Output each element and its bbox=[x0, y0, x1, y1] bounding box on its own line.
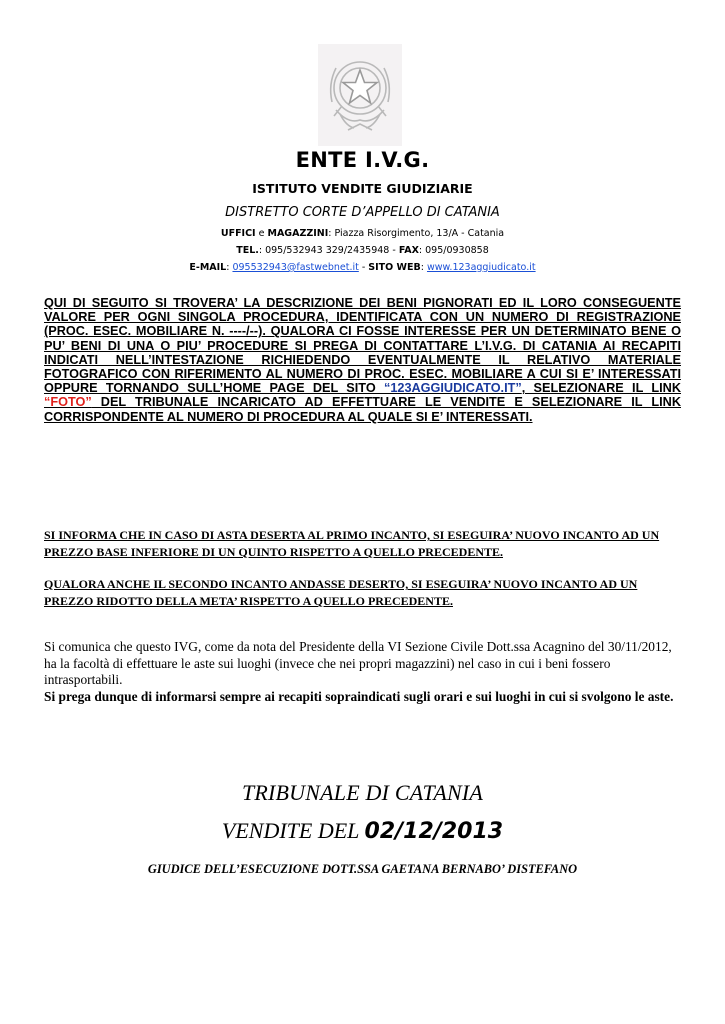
italian-republic-emblem-icon bbox=[318, 44, 402, 146]
notice-foto: “FOTO” bbox=[44, 395, 92, 410]
notice-part1: QUI DI SEGUITO SI TROVERA’ LA DESCRIZIONE DEI BENI PIGNORATI ED IL LORO CONSEGUENTE VALORE PER OGNI SINGOLA PROCEDURA, IDENTIFICATA CON UN NUMERO DI REGISTRAZIONE (PROC. ESEC. MOBILIARE N. ----/--). QUALORA CI FOSSE INTERESSE PER UN DETERMINATO BENE O PU’ BENI DI UNA O PIU’ PROCEDURE SI PREGA DI CONTATTARE L’I.V.G. DI CATANIA AI RECAPITI INDICATI NELL’INTESTAZIONE RICHIEDENDO EVENTUALMENTE IL RELATIVO MATERIALE FOTOGRAFICO CON RIFERIMENTO AL NUMERO DI PROC. ESEC. MOBILIARE A CUI SI E’ INTERESSATI OPPURE TORNANDO SULL’HOME PAGE DEL SITO bbox=[44, 296, 681, 396]
magazzini-label: MAGAZZINI bbox=[267, 228, 329, 239]
uffici-conj: e bbox=[255, 228, 268, 239]
comunica-paragraph bbox=[44, 639, 681, 705]
comunica-text: Si comunica che questo IVG, come da nota del Presidente della VI Sezione Civile Dott.ssa Acagnino del 30/11/2012, ha la facoltà di effettuare le aste sui luoghi (invece che nei propri magazzini) nel caso in cui i beni fossero intrasportabili. bbox=[44, 639, 672, 688]
uffici-value: : Piazza Risorgimento, 13/A - Catania bbox=[328, 228, 505, 239]
tel-value: : 095/532943 329/2435948 - bbox=[258, 245, 399, 256]
comunica-bold: Si prega dunque di informarsi sempre ai recapiti sopraindicati sugli orari e sui luoghi in cui si svolgono le aste. bbox=[44, 688, 674, 704]
fax-value: : 095/0930858 bbox=[418, 245, 489, 256]
tel-line bbox=[0, 245, 725, 256]
site-sep: - bbox=[358, 262, 369, 273]
notice-part2: , SELEZIONARE IL LINK bbox=[521, 381, 681, 396]
site-colon: : bbox=[420, 262, 427, 273]
ente-title: ENTE I.V.G. bbox=[295, 148, 430, 172]
vendite-line bbox=[0, 818, 725, 844]
ente-subtitle: ISTITUTO VENDITE GIUDIZIARIE bbox=[252, 181, 473, 196]
uffici-line bbox=[0, 228, 725, 239]
asta-second-notice: QUALORA ANCHE IL SECONDO INCANTO ANDASSE DESERTO, SI ESEGUIRA’ NUOVO INCANTO AD UN PREZZO RIDOTTO DELLA META’ RISPETTO A QUELLO PRECEDENTE. bbox=[44, 577, 638, 608]
notice-part3: DEL TRIBUNALE INCARICATO AD EFFETTUARE LE VENDITE E SELEZIONARE IL LINK CORRISPONDENTE AL NUMERO DI PROCEDURA AL QUALE SI E’ INTERESSATI. bbox=[44, 395, 681, 424]
ente-district: DISTRETTO CORTE D’APPELLO DI CATANIA bbox=[225, 205, 500, 220]
email-sep: : bbox=[226, 262, 233, 273]
tel-label: TEL. bbox=[236, 245, 259, 256]
vendite-label: VENDITE DEL bbox=[221, 818, 365, 843]
site-link[interactable]: www.123aggiudicato.it bbox=[426, 262, 536, 273]
tribunale-title: TRIBUNALE DI CATANIA bbox=[241, 780, 484, 805]
email-line bbox=[0, 262, 725, 273]
notice-paragraph bbox=[44, 296, 681, 424]
giudice-line: GIUDICE DELL’ESECUZIONE DOTT.SSA GAETANA BERNABO’ DISTEFANO bbox=[147, 862, 578, 876]
email-link[interactable]: 095532943@fastwebnet.it bbox=[232, 262, 359, 273]
notice-site: “123AGGIUDICATO.IT” bbox=[384, 381, 522, 396]
vendite-date: 02/12/2013 bbox=[364, 819, 504, 844]
uffici-label: UFFICI bbox=[220, 228, 256, 239]
asta-first-notice: SI INFORMA CHE IN CASO DI ASTA DESERTA AL PRIMO INCANTO, SI ESEGUIRA’ NUOVO INCANTO AD UN PREZZO BASE INFERIORE DI UN QUINTO RISPETTO A QUELLO PRECEDENTE. bbox=[44, 528, 660, 559]
site-label: SITO WEB bbox=[368, 262, 421, 273]
email-label: E-MAIL bbox=[189, 262, 227, 273]
fax-label: FAX bbox=[398, 245, 419, 256]
